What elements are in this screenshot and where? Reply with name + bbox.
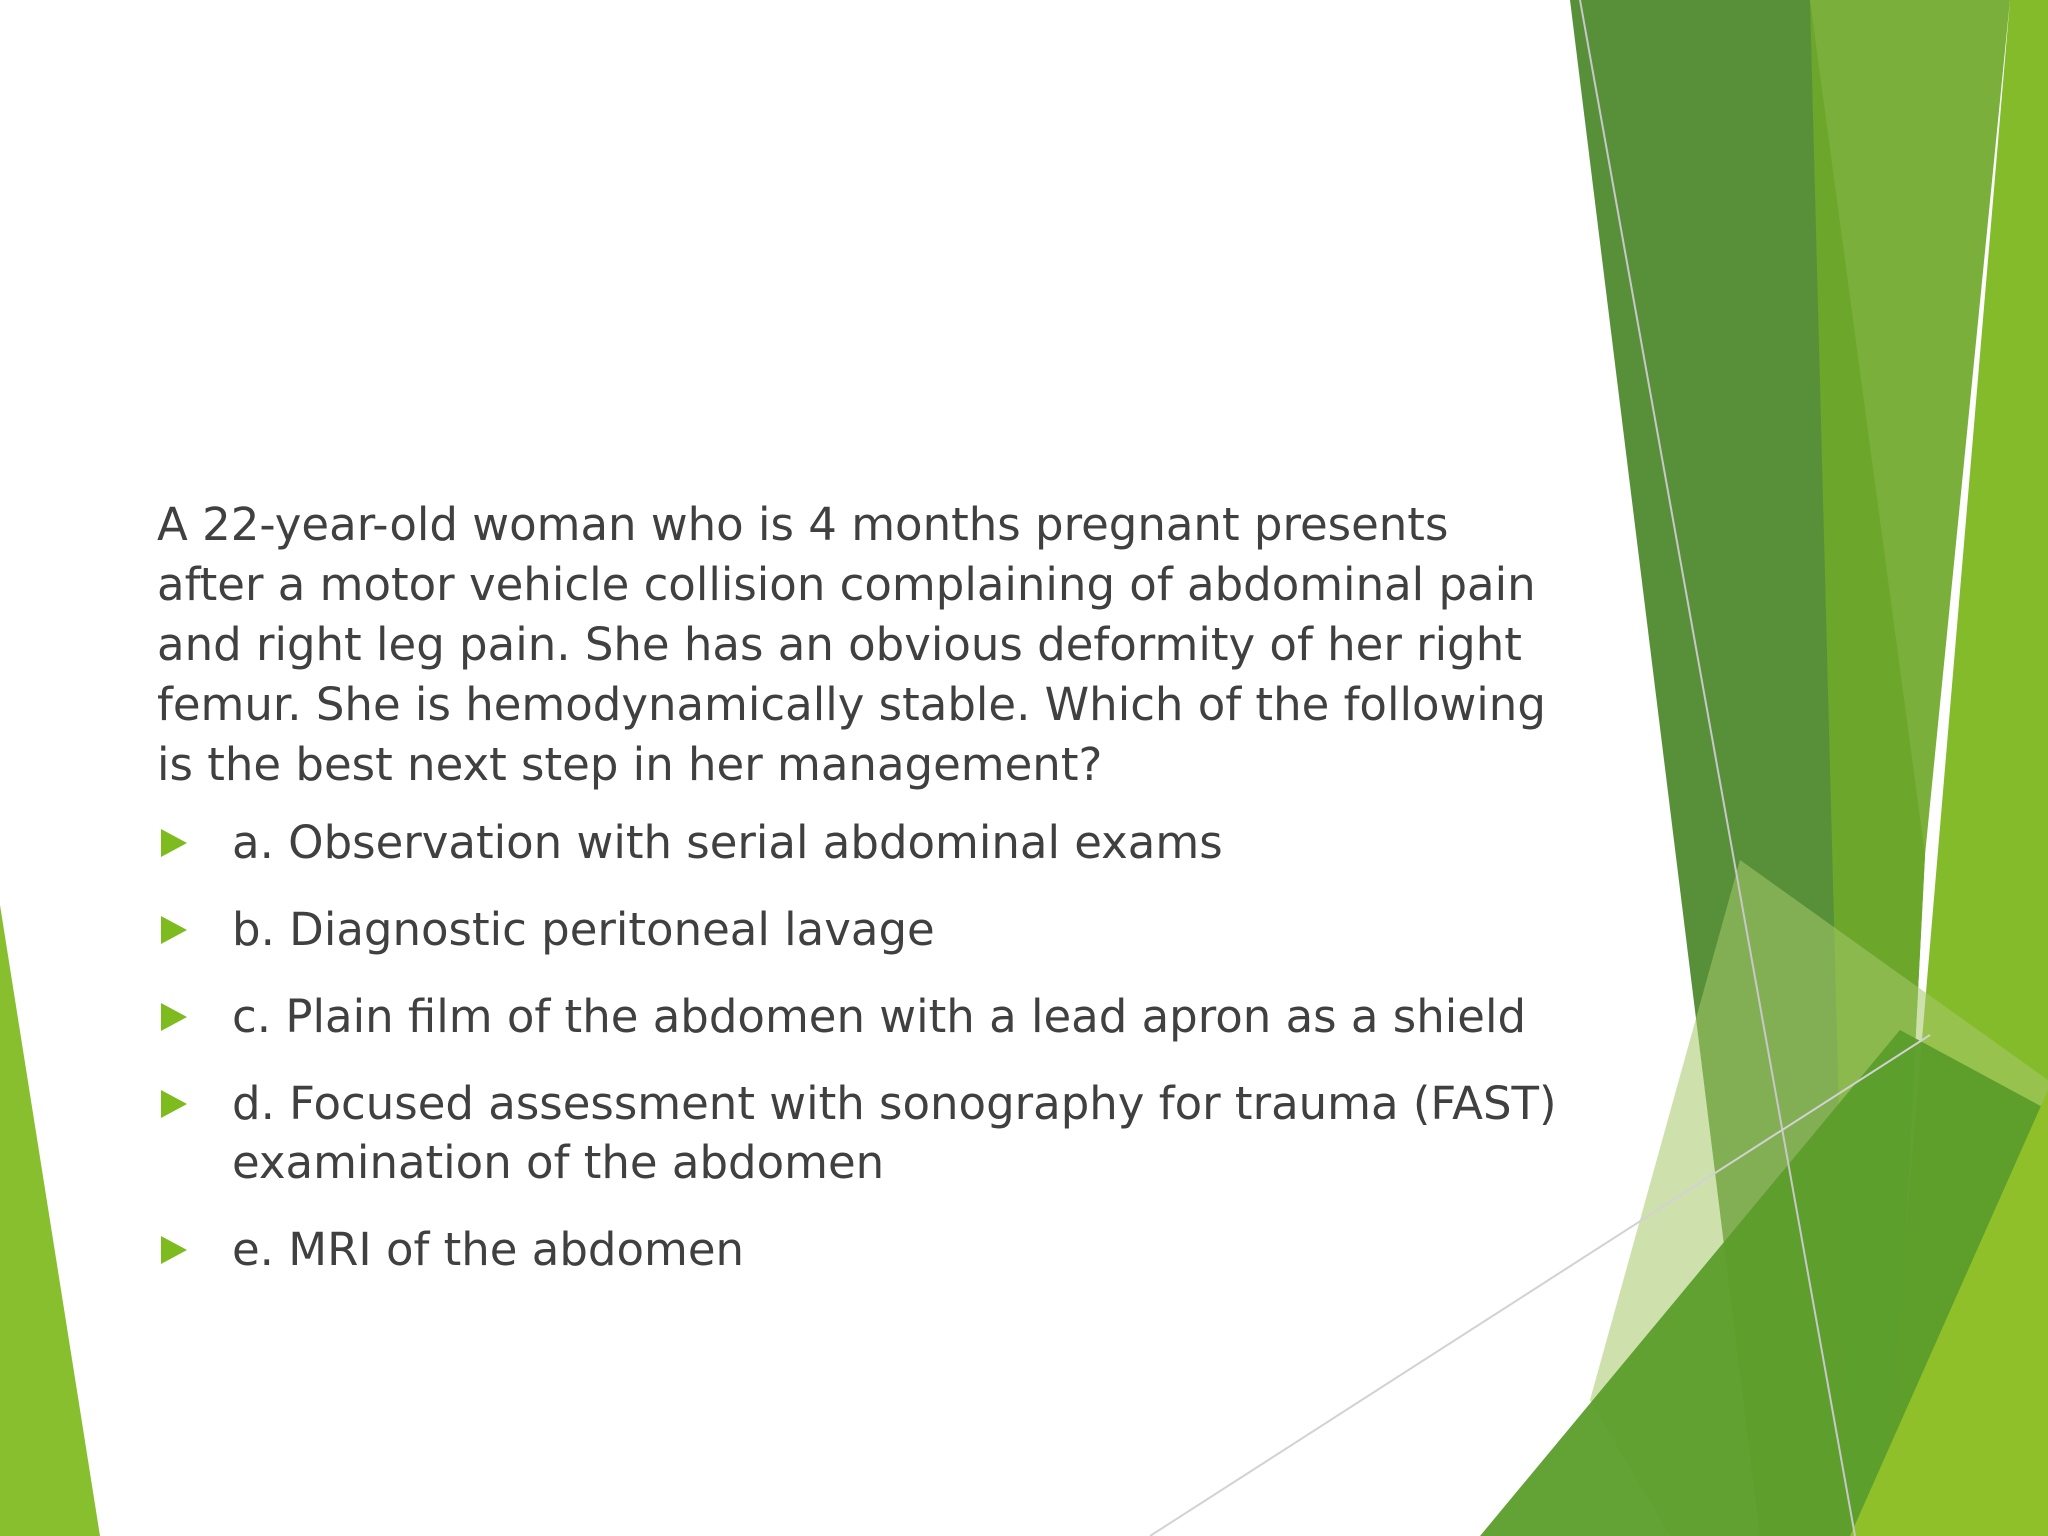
triangle-right-icon bbox=[161, 1236, 187, 1264]
triangle-right-icon bbox=[161, 1090, 187, 1118]
answer-options-list bbox=[157, 813, 1557, 1279]
answer-option-b bbox=[157, 900, 1702, 959]
question-text: A 22-year-old woman who is 4 months pregnant presents after a motor vehicle collision complaining of abdominal pain and right leg pain. She has an obvious deformity of her right femur. She is hemodynamically stable. Which of the following is the best next step in her management? bbox=[157, 498, 1546, 791]
option-text: b. Diagnostic peritoneal lavage bbox=[232, 903, 935, 956]
answer-option-d bbox=[157, 1074, 1702, 1192]
slide-content bbox=[157, 495, 1557, 1307]
option-text: c. Plain film of the abdomen with a lead apron as a shield bbox=[232, 990, 1527, 1043]
option-text: a. Observation with serial abdominal exams bbox=[232, 816, 1223, 869]
option-text: d. Focused assessment with sonography for trauma (FAST) examination of the abdomen bbox=[232, 1077, 1557, 1189]
triangle-right-icon bbox=[161, 1003, 187, 1031]
left-green-sliver bbox=[0, 905, 100, 1536]
answer-option-a bbox=[157, 813, 1702, 872]
option-text: e. MRI of the abdomen bbox=[232, 1223, 745, 1276]
triangle-right-icon bbox=[161, 829, 187, 857]
answer-option-e bbox=[157, 1220, 1702, 1279]
triangle-right-icon bbox=[161, 916, 187, 944]
answer-option-c bbox=[157, 987, 1702, 1046]
